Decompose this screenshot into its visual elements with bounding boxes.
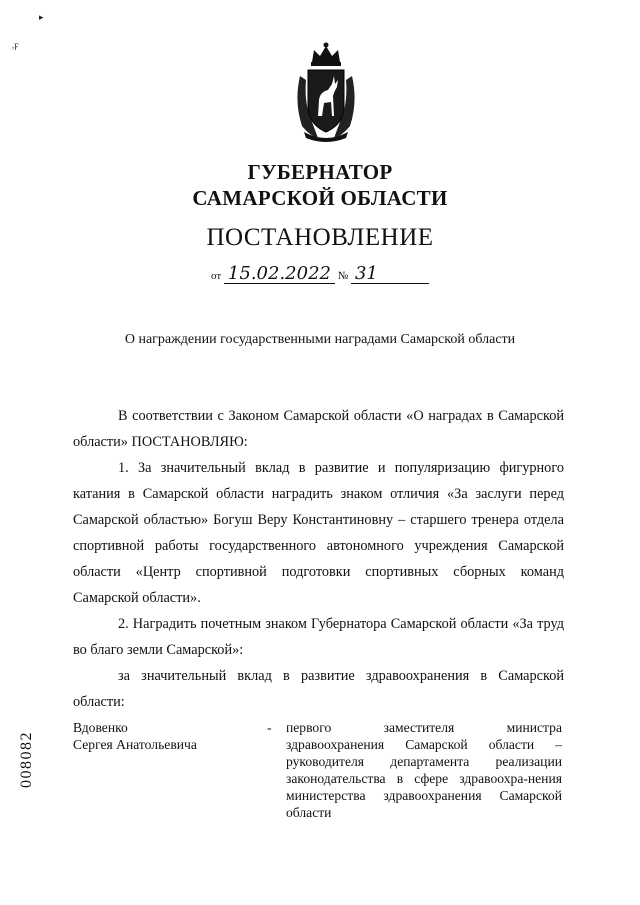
item-2-reason-paragraph <box>73 663 564 715</box>
scan-mark: ,ϝ <box>12 40 19 50</box>
coat-of-arms-icon <box>290 40 362 142</box>
date-prefix: от <box>211 270 222 282</box>
document-type: ПОСТАНОВЛЕНИЕ <box>206 224 434 251</box>
intro-paragraph <box>73 403 564 455</box>
awardee-dash: - <box>267 720 272 735</box>
number-value: 31 <box>351 265 429 284</box>
item-1-paragraph <box>73 455 564 611</box>
awardee-position: первого заместителя министра здравоохранения Самарской области – руководителя департамента реализации законодательства в сфере здравоохра-нения министерства здравоохранения Самарской области <box>286 720 562 820</box>
item-2-text: 2. Наградить почетным знаком Губернатора Самарской области «За труд во благо земли Самарской»: <box>73 616 564 658</box>
number-prefix: № <box>337 270 349 282</box>
item-2-paragraph <box>73 611 564 663</box>
awardee-given-names: Сергея Анатольевича <box>73 737 197 752</box>
side-serial-number: 008082 <box>18 731 35 788</box>
item-2-reason-text: за значительный вклад в развитие здравоохранения в Самарской области: <box>73 668 564 710</box>
awardee-surname: Вдовенко <box>73 720 128 735</box>
item-1-text: 1. За значительный вклад в развитие и популяризацию фигурного катания в Самарской области наградить знаком отличия «За заслуги перед Самарской областью» Богуш Веру Константиновну – старшего тренера отдела спортивной работы государственного автономного учреждения Самарской области «Центр спортивной подготовки спортивных сборных команд Самарской области». <box>73 460 564 606</box>
authority-title-line2: САМАРСКОЙ ОБЛАСТИ <box>192 186 448 210</box>
intro-text: В соответствии с Законом Самарской области «О наградах в Самарской области» ПОСТАНОВЛЯЮ: <box>73 408 564 450</box>
authority-title-line1: ГУБЕРНАТОР <box>247 160 393 184</box>
awardee-name <box>73 719 253 753</box>
date-number-row <box>0 265 640 284</box>
date-value: 15.02.2022 <box>224 265 335 284</box>
scan-mark: ▸ <box>39 12 44 22</box>
document-subject: О награждении государственными наградами Самарской области <box>124 332 516 347</box>
